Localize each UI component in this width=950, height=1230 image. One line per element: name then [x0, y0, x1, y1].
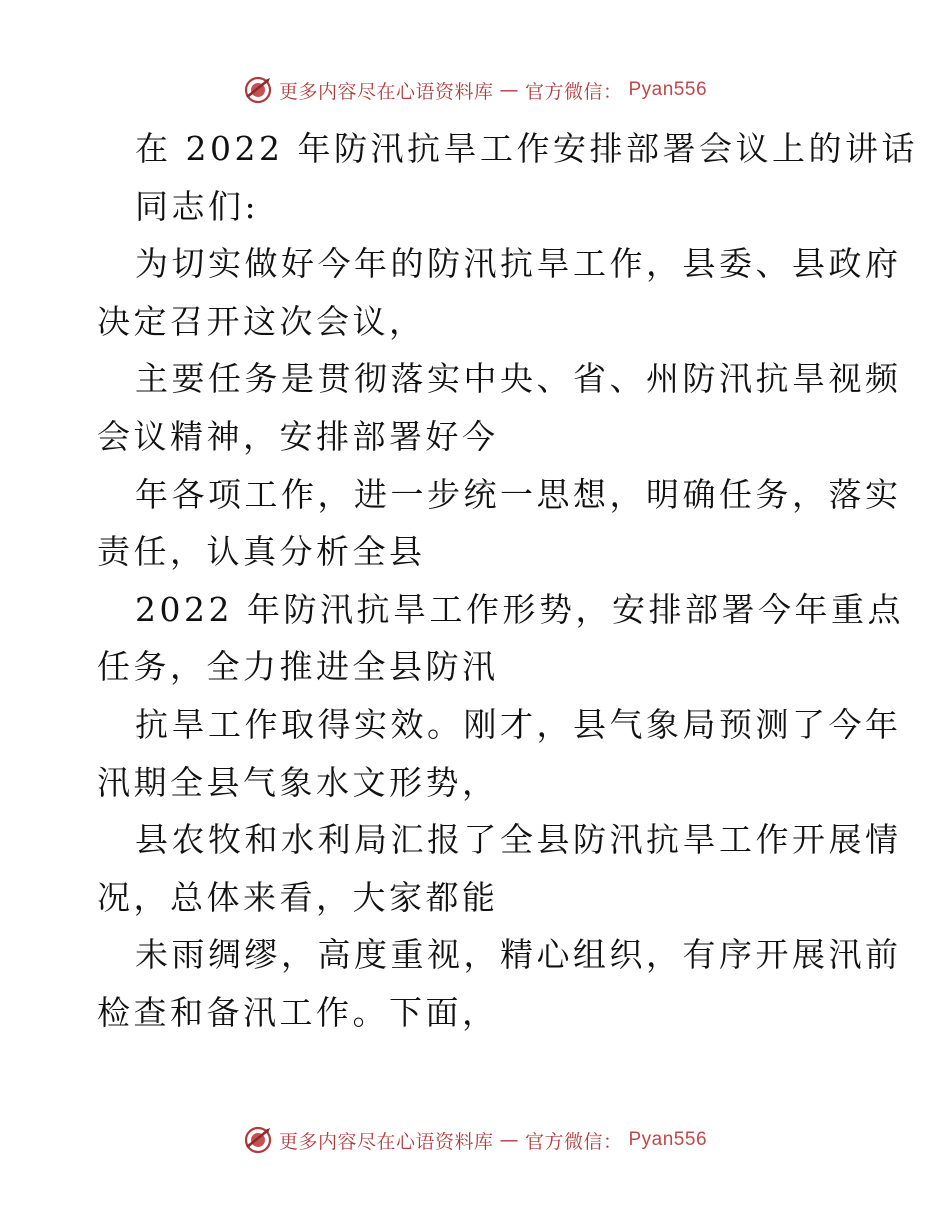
header-watermark [0, 70, 950, 110]
watermark-wechat-label: 官方微信： [524, 80, 623, 103]
paragraph-line: 决定召开这次会议， [97, 301, 426, 341]
watermark-wechat-id: Pyan556 [628, 79, 708, 100]
logo-icon [243, 75, 273, 105]
paragraph-line: 年各项工作，进一步统一思想，明确任务，落实 [135, 474, 902, 514]
document-title: 在 2022 年防汛抗旱工作安排部署会议上的讲话 [135, 129, 918, 168]
watermark [243, 75, 707, 105]
footer-watermark [0, 1120, 950, 1160]
watermark-wechat-label: 官方微信： [524, 1130, 623, 1153]
document-body [97, 120, 918, 1042]
watermark-separator: — [499, 79, 519, 101]
watermark-wechat-id: Pyan556 [628, 1129, 708, 1150]
paragraph-line: 县农牧和水利局汇报了全县防汛抗旱工作开展情 [135, 820, 902, 860]
paragraph-line: 汛期全县气象水文形势， [97, 762, 499, 802]
watermark [243, 1125, 707, 1155]
paragraph-line: 会议精神，安排部署好今 [97, 416, 499, 456]
paragraph-line: 责任，认真分析全县 [97, 532, 426, 572]
logo-icon [243, 1125, 273, 1155]
watermark-text: 更多内容尽在心语资料库 [278, 80, 494, 103]
salutation: 同志们: [135, 186, 260, 226]
paragraph-line: 检查和备汛工作。下面， [97, 992, 499, 1032]
paragraph-line: 抗旱工作取得实效。刚才，县气象局预测了今年 [135, 704, 902, 744]
paragraph-line: 主要任务是贯彻落实中央、省、州防汛抗旱视频 [135, 359, 902, 399]
watermark-separator: — [499, 1129, 519, 1151]
paragraph-line: 2022 年防汛抗旱工作形势，安排部署今年重点 [135, 589, 904, 629]
paragraph-line: 未雨绸缪，高度重视，精心组织，有序开展汛前 [135, 935, 902, 975]
paragraph-line: 为切实做好今年的防汛抗旱工作，县委、县政府 [135, 244, 902, 284]
paragraph-line: 况，总体来看，大家都能 [97, 877, 499, 917]
paragraph-line: 任务，全力推进全县防汛 [97, 647, 499, 687]
watermark-text: 更多内容尽在心语资料库 [278, 1130, 494, 1153]
